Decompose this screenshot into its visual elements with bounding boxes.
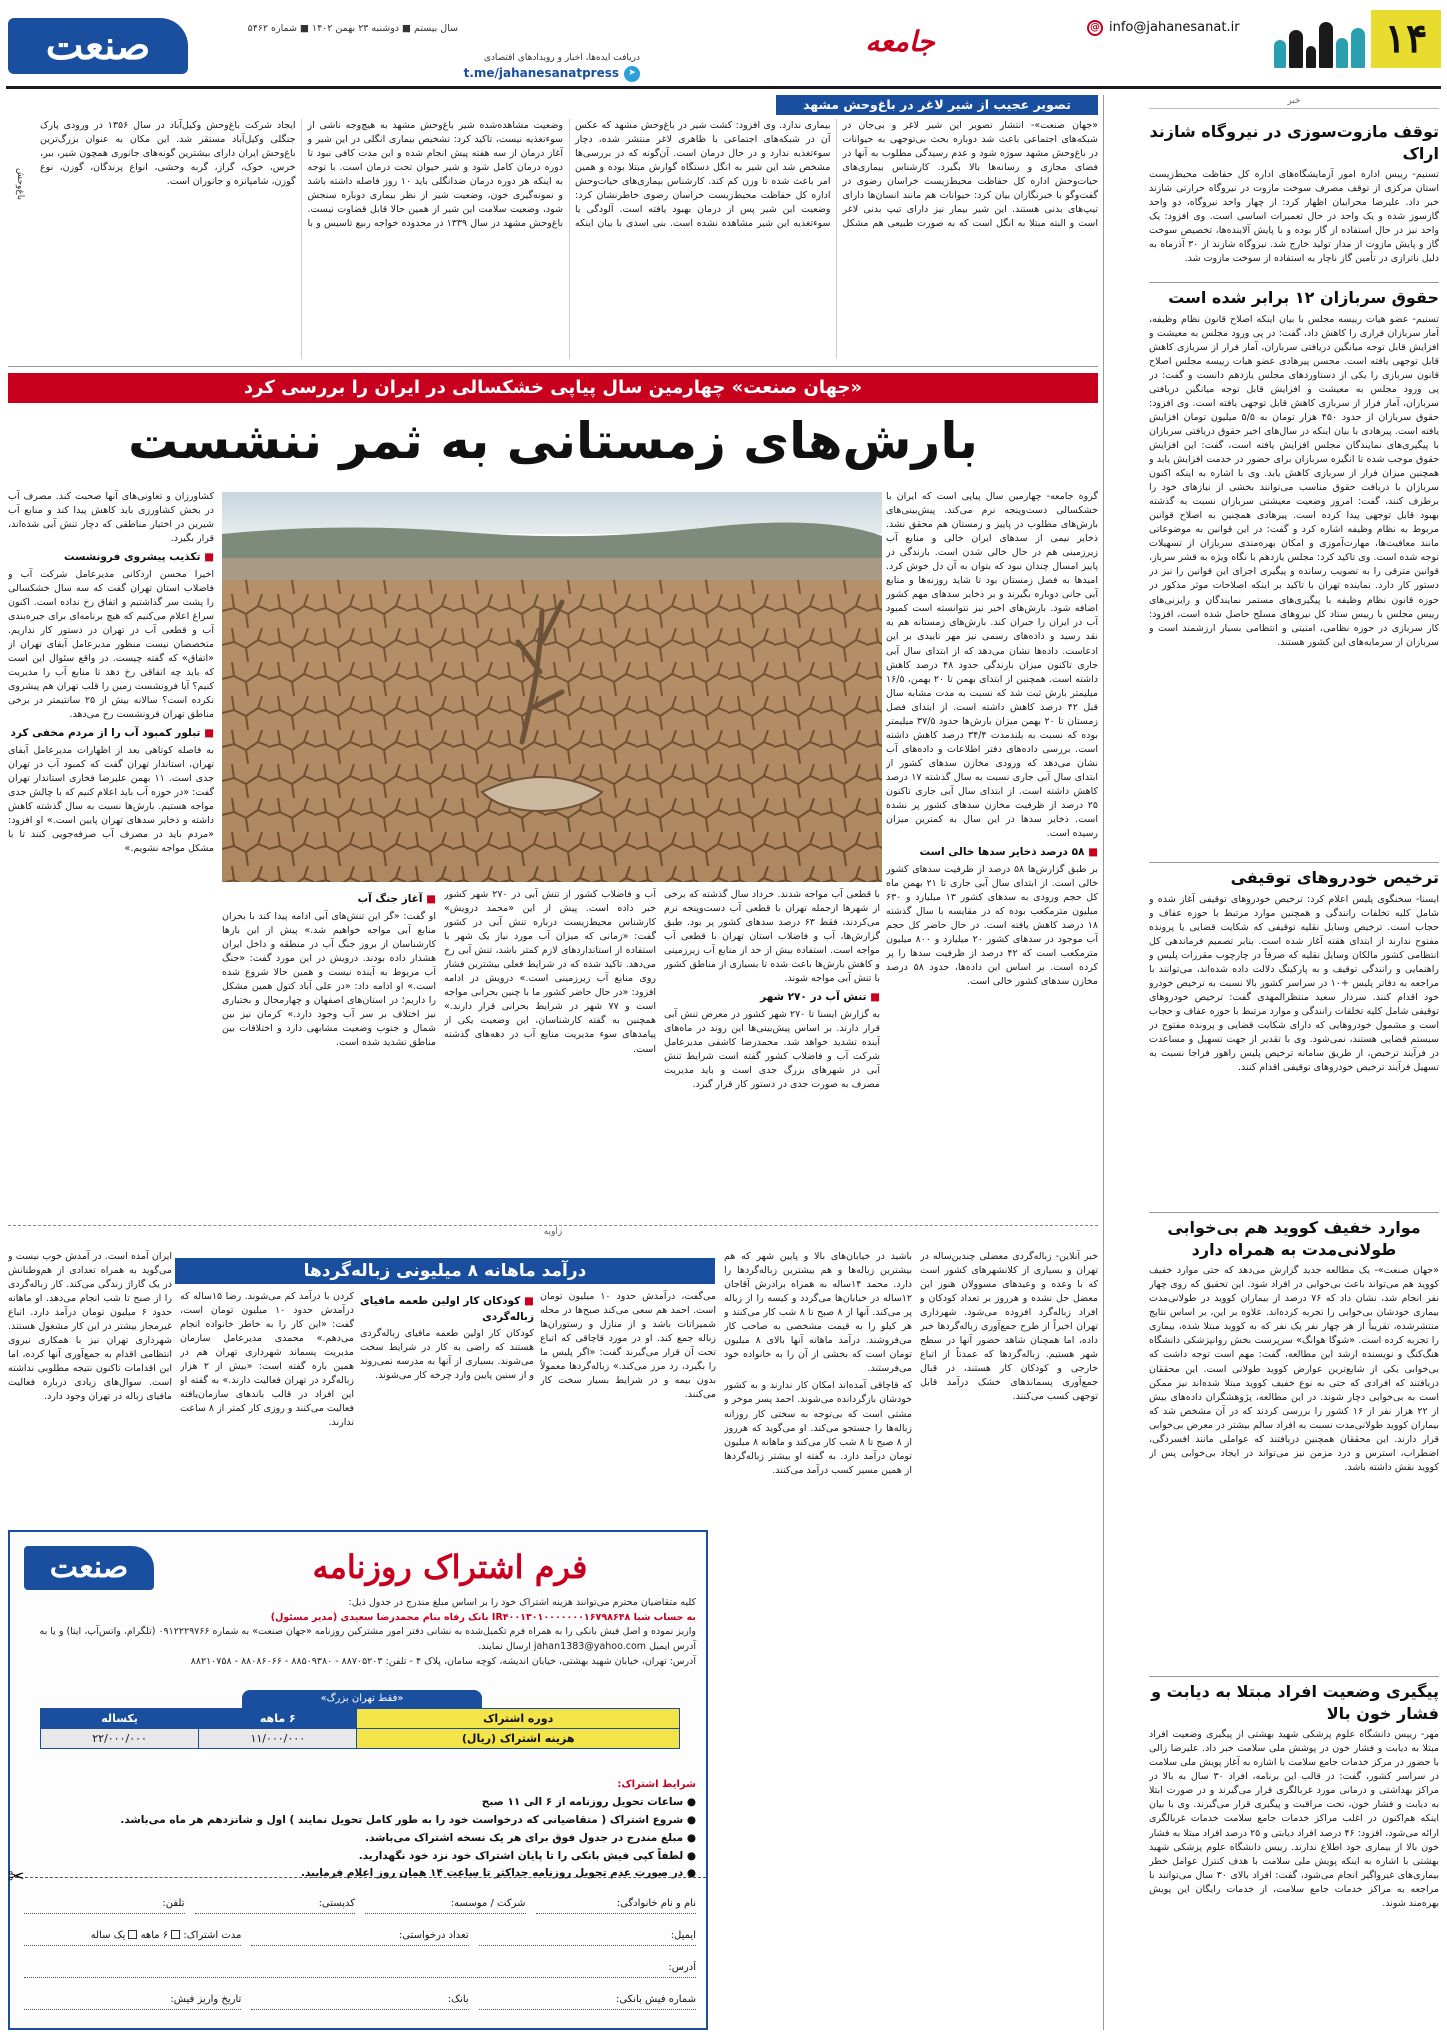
briefs-tag: خبر [1149, 95, 1439, 109]
brief-item [1149, 115, 1439, 306]
brief-body: مهر- رییس دانشگاه علوم پزشکی شهید بهشتی از پیگیری وضعیت افراد مبتلا به دیابت و فشار خون در پوشش ملی سلامت خبر داد. علیرضا زالی با حضور در مرکز خدمات جامع سلامت با اشاره به آغاز پویش ملی سلامت در سراسر کشور، گفت: در قالب این برنامه، افراد ۳۰ سال به بالا در مراکز بهداشتی و درمانی مورد غربالگری قرار می‌گیرند و در صورت ابتلا به دیابت و فشار خون، تحت مراقبت و پیگیری قرار می‌گیرند. وی با بیان اینکه هم‌اکنون در اغلب مراکز خدمات جامع سلامت خدمات غربالگری ارائه می‌شود، افزود: ۴۶ درصد افراد دیابتی و ۲۵ درصد افراد مبتلا به فشار خون بالا از بیماری خود اطلاع ندارند. رییس دانشگاه علوم پزشکی شهید بهشتی با اشاره به اینکه پویش ملی سلامت با هدف کنترل عوامل خطر بیماری‌های غیرواگیر انجام می‌شود، گفت: افراد بالای ۳۰ سال می‌توانند با مراجعه به مراکز خدمات جامع سلامت، از خدمات رایگان این پویش بهره‌مند شوند. [1149, 1729, 1439, 1909]
main-kicker: «جهان صنعت» چهارمین سال پیاپی خشکسالی در ایران را بررسی کرد [8, 373, 1098, 403]
main-col-right [886, 490, 1098, 1220]
subhead: ■ کودکان کار اولین طعمه مافیای زباله‌گردی [360, 1295, 534, 1323]
form-row [24, 1924, 696, 1946]
brief-title: پیگیری وضعیت افراد مبتلا به دیابت و فشار خون بالا [1151, 1682, 1439, 1723]
main-col-left [8, 490, 214, 1220]
top-story [40, 95, 1098, 363]
paragraph: کردن با درآمد کم می‌شوند. رضا ۱۵ساله که درآمدش حدود ۱۰ میلیون تومان است، گفت: «این کار را به خاطر خانواده انجام می‌دهم.» محمدی مدیرعامل سازمان مدیریت پسماند شهرداری تهران هم در همین باره گفته است: «بیش از ۲ هزار زباله‌گرد در تهران فعالیت دارند.» به گفته او این افراد در قالب باندهای سازمان‌یافته فعالیت می‌کنند و روزی کار کمتر از ۸ ساعت ندارند. [180, 1291, 354, 1429]
waste-col-m2 [360, 1290, 534, 1522]
page-number: ۱۴ [1371, 10, 1441, 68]
phone-field[interactable]: تلفن: [24, 1897, 185, 1915]
price-table [40, 1708, 680, 1749]
one-year-checkbox[interactable] [128, 1930, 137, 1939]
brief-body: تسنیم- عضو هیات رییسه مجلس با بیان اینکه اصلاح قانون نظام وظیفه، آمار سربازان فراری را کاهش داد، گفت: در پی ورود مجلس به معیشت و افزایش قابل توجه میانگین دریافتی سربازان، آمار فرار از سربازی کاهش قابل توجهی یافته است. محسن پیرهادی عضو هیات رییسه مجلس اصلاح قانون سربازی را یکی از دستاوردهای مجلس یازدهم دانست و گفت: در پی ورود مجلس به معیشت و افزایش قابل توجه میانگین دریافتی سربازان، آمار فرار از سربازی کاهش قابل توجهی یافته است. وی افزود: حقوق سربازان از حدود ۴۵۰ هزار تومان به ۵/۵ میلیون تومان افزایش یافته است. پیرهادی با بیان اینکه در سال‌های اخیر حقوق دریافتی سربازان با پیگیری‌های نمایندگان مجلس افزایش یافته است، گفت: این افزایش حقوق موجب شده تا انگیزه سربازان برای حضور در خدمت افزایش یابد و همچنین میزان فرار از سربازی کاهش یابد. وی با اشاره به اینکه اکنون سربازان با دریافت حقوق مناسب می‌توانند بخشی از نیازهای خود را برطرف کنند، گفت: امروز وضعیت معیشتی سربازان نسبت به گذشته بهبود قابل توجهی پیدا کرده است. پیرهادی همچنین به اصلاح قوانین مربوط به نظام وظیفه اشاره کرد و گفت: در این قوانین به موضوعاتی مانند معافیت‌ها، مهارت‌آموزی و امکان بهره‌مندی سربازان از تسهیلات توجه شده است. وی تاکید کرد: مجلس یازدهم با نگاه ویژه به قشر سرباز، قوانین مترقی را به تصویب رسانده و پیگیری اجرای این قوانین را نیز در دستور کار دارد. نماینده تهران با تاکید بر اینکه اصلاحات موثر مذکور در حوزه قانون نظام وظیفه با پیگیری‌های مستمر نمایندگان و رایزنی‌های رییس مجلس با رییس ستاد کل نیروهای مسلح حاصل شده است، افزود: کار سربازی در حوزه نظامی، امنیتی و انتظامی بسیار ارزشمند است و سربازان از سرمایه‌های این کشور هستند. [1149, 313, 1439, 648]
paragraph: باشید در خیابان‌های بالا و پایین شهر که هم بیشترین زباله‌ها و هم بیشترین زباله‌گردها را دارد. محمد ۱۴ساله به همراه برادرش آقاجان ۱۲ساله در خیابان‌ها می‌گردد و کیسه را از زباله پر می‌کند. آنها از ۸ صبح تا ۸ شب کار می‌کنند و هر کیلو را به قیمت مشخصی به صاحب کار می‌فروشند. درآمد ماهانه آنها بالای ۸ میلیون تومان است که بخشی از آن را به خانواده خود می‌فرستند. [724, 1251, 912, 1375]
brief-body: ایسنا- سخنگوی پلیس اعلام کرد: ترخیص خودروهای توقیفی آغاز شده و شامل کلیه تخلفات رانندگی و همچنین موارد مرتبط با حوزه عفاف و حجاب است. ترخیص وسایل نقلیه توقیفی که شکایت قضایی یا پرونده مفتوح ندارند از ابتدای هفته آغاز شده است. بنابر تصمیم فرماندهی کل انتظامی کشور مالکان وسایل نقلیه که صرفاً در چارچوب مقررات پلیس و راهنمایی و رانندگی توقیف و به پارکینگ دلالت داده شده‌اند، می‌توانند با مراجعه به دفاتر پلیس +۱۰ در سراسر کشور بالا نسبت به ترخیص خودرو خود اقدام کنند. سردار سعید منتظرالمهدی گفت: ترخیص خودروهای توقیفی شامل کلیه تخلفات رانندگی و موارد مرتبط با حوزه عفاف و حجاب است و مشمول خودروهایی که دارای شکایت قضایی و پرونده مفتوح در سیستم قضایی هستند، نمی‌شود. وی با تقدیر از جهت تسهیل و مساعدت در فرآیند ترخیص، از طریق سامانه ترخیص پلیس راهور فراجا نسبت به تسهیل فرآیند ترخیص خودروهای توقیفی اقدام کنند. [1149, 893, 1439, 1074]
paragraph: بر طبق گزارش‌ها ۵۸ درصد از ظرفیت سدهای کشور خالی است. از ابتدای سال آبی جاری تا ۲۱ بهمن ماه کل حجم ورودی به سدهای کشور ۱۳ میلیارد و ۶۳۰ میلیون مترمکعب بوده که در مقایسه با سال گذشته ۱۸ درصد کاهش یافته است. در حال حاضر کل حجم آب موجود در سدهای کشور ۲۰ میلیارد و ۸۰۰ میلیون مترمکعب است که ۴۲ درصد از ظرفیت سدها را پر کرده است. بر اساس این داده‌ها، حدود ۵۸ درصد مخازن سدهای کشور خالی است. [886, 863, 1098, 988]
header-divider [6, 86, 1441, 89]
company-field[interactable]: شرکت / موسسه: [365, 1897, 526, 1915]
at-icon: @ [1087, 20, 1103, 36]
email-field[interactable]: ایمیل: [479, 1929, 696, 1947]
period-field[interactable]: مدت اشتراک: ۶ ماهه یک ساله [24, 1929, 241, 1947]
waste-col-m1 [540, 1290, 716, 1522]
waste-story-headline: درآمد ماهانه ۸ میلیونی زباله‌گردها [175, 1258, 715, 1284]
receipt-number-field[interactable]: شماره فیش بانکی: [479, 1993, 696, 2011]
form-title: فرم اشتراک روزنامه [312, 1548, 588, 1586]
deposit-date-field[interactable]: تاریخ واریز فیش: [24, 1993, 241, 2011]
paragraph: کودکان کار اولین طعمه مافیای زباله‌گردی هستند که راضی به کار در شرایط سخت می‌شوند. بسیاری از آنها به مدرسه نمی‌روند و از سنین پایین وارد چرخه کار می‌شوند. [360, 1328, 534, 1382]
masthead [0, 0, 1447, 88]
bank-account: به حساب شبا IR۴۰۰۱۳۰۱۰۰۰۰۰۰۰۱۶۷۹۸۶۴۸ بانک رفاه بنام محمدرضا سعیدی (مدیر مسئول) [270, 1611, 696, 1623]
waste-col-r2 [724, 1250, 912, 2025]
paragraph: می‌گفت، درآمدش حدود ۱۰ میلیون تومان است. احمد هم سعی می‌کند صبح‌ها در محله شمیرانات باشد و از منازل و رستوران‌ها زباله جمع کند. او در مورد قاچاقی که اتباع تحت آن قرار می‌گیرند گفت: «اگر پلیس ما را بگیرد، رد مرز می‌کند.» زباله‌گردها معمولاً بدون بیمه و در شرایط بسیار سخت کار می‌کنند. [540, 1291, 716, 1401]
paragraph: آب و فاضلاب کشور از تنش آبی در ۲۷۰ شهر کشور خبر داده است. پیش از این «محمد درویش» کارشناس محیط‌زیست درباره تنش آبی در کشور گفت: «زمانی که میزان آب مورد نیاز یک شهر با استفاده از استانداردهای لازم کمتر باشد، تنش آبی رخ می‌دهد. تاکید شده که در شرایط فعلی بیشترین فشار روی منابع آب زیرزمینی است.» درویش در ادامه افزود: «در حال حاضر کشور ما با چنین بحرانی مواجه است و ۷۷ شهر در شرایط بحرانی قرار دارند.» همچنین به گفته کارشناسان، این وضعیت یکی از پیامدهای سوء مدیریت منابع آب در دهه‌های گذشته است. [444, 889, 656, 1055]
column-divider [1103, 95, 1104, 2030]
brief-body: «جهان صنعت»- یک مطالعه جدید گزارش می‌دهد که حتی موارد خفیف کووید هم می‌تواند باعث بی‌خوابی در افراد شود. این تحقیق که روی چهار نفر انجام شد، نشان داد که ۷۶ درصد از بیماران کووید در طولانی‌مدت بیماری خودشان بی‌خوابی را تجربه کرده‌اند. علاوه بر این، بر اساس نتایج منتشرشده، تقریباً از هر چهار نفر یک نفر که به کووید مبتلا شده، بیماری را تجربه کرده است. «شوگا هوانگ» سرپرست بخش روانپزشکی دانشگاه هنگ‌کنگ و نویسنده ارشد این مطالعه، گفت: مهم است توجه داشت که بی‌خوابی یکی از شایع‌ترین عوارض کووید طولانی است. این محققان دریافتند که افرادی که حتی به نوع خفیف کووید مبتلا شده‌اند نیز ممکن است به بی‌خوابی دچار شوند. در این مطالعه، پژوهشگران داده‌های بیش از ۲۲ هزار نفر از ۱۶ کشور را بررسی کردند که در آن مشخص شد که بیماران کووید طولانی‌مدت نسبت به افراد سالم بیشتر در معرض بی‌خوابی قرار دارند. این محققان همچنین دریافتند که عواملی مانند افسردگی، اضطراب، استرس و درد مزمن نیز می‌تواند در ایجاد بی‌خوابی پس از کووید نقش داشته باشد. [1149, 1265, 1439, 1473]
email-address[interactable]: info@jahanesanat.ir [1109, 19, 1240, 35]
subhead: ■ تبلور کمبود آب را از مردم مخفی کرد [10, 727, 214, 740]
conditions-title: شرایط اشتراک: [617, 1779, 696, 1790]
form-description: کلیه متقاضیان محترم می‌توانند هزینه اشتراک خود را بر اساس مبلغ مندرج در جدول ذیل: به حساب شبا IR۴۰۰۱۳۰۱۰۰۰۰۰۰۰۱۶۷۹۸۶۴۸ بانک رفاه بنام محمدرضا سعیدی (مدیر مسئول) واریز نموده و اصل فیش بانکی را به همراه فرم تکمیل‌شده به نشانی دفتر امور مشترکین روزنامه «جهان صنعت» به شماره ۰۹۱۲۲۲۹۷۶۶ (تلگرام، واتس‌آپ، ایتا) و یا به آدرس ایمیل jahan1383@yahoo.com ارسال نمایند. آدرس: تهران، خیابان شهید بهشتی، خیابان اندیشه، کوچه سامان، پلاک ۴ - تلفن: ۸۸۷۰۵۲۰۳ - ۸۸۵۰۹۳۸۰ - ۸۸۰۸۶۰۶۶ - ۸۸۲۱۰۷۵۸ [39, 1597, 696, 1667]
brief-body: تسنیم- رییس اداره امور آزمایشگاه‌های اداره کل حفاظت محیط‌زیست استان مرکزی از توقف مصرف سوخت مازوت در نیروگاه حرارتی شازند خبر داد. علیرضا محرابیان اظهار کرد: از چهار واحد نیروگاه، دو واحد گازسوز شده و یک واحد در حال تعمیرات اساسی است. وی افزود: یک واحد نیز در حال استفاده از گاز بوده و با پایش آلاینده‌ها، تخصیص سوخت گاز و پایش مازوت از مدار تولید خارج شد. نیروگاه شازند از ۳۰ آذرماه به دلیل ناترازی در تأمین گاز ناچار به استفاده از سوخت مازوت شد. [1149, 169, 1439, 265]
divider [8, 366, 1098, 367]
brief-title: حقوق سربازان ۱۲ برابر شده است [1168, 288, 1439, 307]
row-label-fee: هزینه اشتراک (ریال) [357, 1729, 680, 1749]
form-instructions: واریز نموده و اصل فیش بانکی را به همراه فرم تکمیل‌شده به نشانی دفتر امور مشترکین روزنامه «جهان صنعت» به شماره ۰۹۱۲۲۲۹۷۶۶ (تلگرام، واتس‌آپ، ایتا) و یا به آدرس ایمیل jahan1383@yahoo.com ارسال نمایند. [39, 1626, 696, 1653]
subhead: ■ آغاز جنگ آب [357, 893, 436, 905]
section-title: جامعه [865, 25, 935, 58]
cracked-earth-image [222, 492, 882, 882]
paragraph: با قطعی آب مواجه شدند. خرداد سال گذشته که برخی از شهرها ازجمله تهران با قطعی آب دست‌وپنجه نرم می‌کردند، فقط ۶۳ درصد سدهای کشور پر بود. طبق گزارش‌ها، آب و فاضلاب استان تهران با قطعی آب مواجه است. استفاده بیش از حد از منابع آب زیرزمینی و کاهش بارش‌ها باعث شده تا بسیاری از مناطق کشور با تنش آبی مواجه شوند. [664, 889, 880, 985]
paragraph: او گفت: «گر این تنش‌های آبی ادامه پیدا کند با بحران منابع آبی مواجه خواهیم شد.» پیش از این بارها کارشناسان از بروز جنگ آب در منطقه و داخل ایران هشدار داده بودند. درویش در این مورد گفت: «جنگ آب مربوط به آینده نیست و همین حالا شروع شده است.» او ادامه داد: «در علی آباد کتول همین مشکل را داریم؛ در استان‌های اصفهان و چهارمحال و بختیاری نیز اختلاف بر سر آب وجود دارد.» کرمان نیز بین شمال و جنوب وضعیت مشابهی دارد و اختلافات بین مناطق تشدید شده است. [222, 910, 436, 1048]
main-col-mid1 [664, 888, 880, 1218]
subhead: ■ ۵۸ درصد ذخایر سدها خالی است [919, 846, 1098, 859]
six-month-checkbox[interactable] [171, 1930, 180, 1939]
condition-item: ● در صورت عدم تحویل روزنامه حداکثر تا ساعت ۱۴ همان روز اعلام فرمایید. [300, 1867, 696, 1880]
form-row [24, 1988, 696, 2010]
paragraph: ایران آمده است. در آمدش خوب نیست و می‌گوید به همراه تعدادی از هم‌وطنانش در یک گاراژ زندگی می‌کند. کار زباله‌گردی را از صبح تا شب انجام می‌دهد. او ماهانه حدود ۶ میلیون تومان درآمد دارد. اتباع غیرمجاز بیشتر در این کار مشغول هستند. شهرداری تهران نیز با همکاری نیروی انتظامی اقدام به جمع‌آوری آنها کرده، اما این اقدامات تاکنون نتیجه مطلوبی نداشته است. سوال‌های زیادی درباره فعالیت مافیای زباله در تهران وجود دارد. [8, 1251, 172, 1403]
price-table-caption: «فقط تهران بزرگ» [242, 1690, 482, 1708]
condition-item: ● مبلغ مندرج در جدول فوق برای هر یک نسخه اشتراک می‌باشد. [365, 1831, 696, 1844]
telegram-link-row[interactable] [420, 65, 640, 82]
telegram-promo[interactable] [420, 52, 640, 82]
copies-field[interactable]: تعداد درخواستی: [251, 1929, 468, 1947]
form-logo: صنعت [24, 1546, 154, 1590]
brief-item [1149, 1211, 1439, 1674]
price-six-month: ۱۱/۰۰۰/۰۰۰ [199, 1729, 357, 1749]
paragraph: به گزارش ایسنا تا ۲۷۰ شهر کشور در معرض تنش آبی قرار دارند. بر اساس پیش‌بینی‌ها این روند در ماه‌های آینده تشدید خواهد شد. محمدرضا کاشفی مدیرعامل شرکت آب و فاضلاب کشور گفته است شرایط تنش آبی در شهرهای بزرگ جدی است و باید مدیریت مصرف به صورت جدی در دستور کار قرار گیرد. [664, 1008, 880, 1091]
section-divider: زاویه [8, 1225, 1098, 1239]
brief-title: موارد خفیف کووید هم بی‌خوابی طولانی‌مدت به همراه دارد [1167, 1218, 1421, 1259]
newspaper-logo: صنعت [8, 18, 188, 74]
name-field[interactable]: نام و نام خانوادگی: [536, 1897, 697, 1915]
form-row [24, 1956, 696, 1978]
paragraph: اخیرا محسن اردکانی مدیرعامل شرکت آب و فاضلاب استان تهران گفت که سه سال خشکسالی را پشت سر گذاشتیم و اتفاق رخ نداده است. اکنون سراغ اعلام می‌کنیم که هیچ برنامه‌ای برای جیره‌بندی آب و قطعی آب در تهران در دستور کار نداریم. متخصصان نیست منظور مدیرعامل آبفای تهران از «اتفاق» که گفته چیست. در واقع سئوال این است که باید چه اتفاقی رخ دهد تا منابع آب را مدیریت کنیم؟ آیا فرونشست زمین را قلب تهران هم پیشروی نکرده است؟ سالانه بیش از ۲۵ سانتیمتر در برخی مناطق تهران فرونشست رخ می‌دهد. [8, 568, 214, 721]
scissors-icon: ✂ [8, 1864, 25, 1888]
brief-item [1149, 861, 1439, 1211]
paragraph: به فاصله کوتاهی بعد از اظهارات مدیرعامل آبفای تهران، استاندار تهران گفت که کمبود آب در تهران جدی است. ۱۱ بهمن علیرضا فخاری استاندار تهران گفت: «در حوزه آب باید اعلام کنیم که با چالش جدی مواجه هستیم. بارش‌ها نسبت به سال گذشته کاهش داشته و ذخایر سدهای تهران پایین است.» او افزود: «مردم باید در مصرف آب صرفه‌جویی کنند تا با مشکل مواجه نشویم.» [8, 744, 214, 855]
issue-info: سال بیستم ■ دوشنبه ۲۳ بهمن ۱۴۰۲ ■ شماره ۵۴۶۲ [247, 23, 458, 34]
form-row [24, 1892, 696, 1914]
row-label-period: دوره اشتراک [357, 1709, 680, 1729]
waste-col-r1 [920, 1250, 1098, 2025]
paragraph: کشاورزان و تعاونی‌های آنها صحبت کند. مصرف آب در بخش کشاورزی باید کاهش پیدا کند و منابع آب شیرین در اختیار مناطقی که دچار تنش آبی شده‌اند، قرار بگیرد. [8, 491, 214, 545]
condition-item: ● ساعات تحویل روزنامه از ۶ الی ۱۱ صبح [481, 1796, 696, 1808]
brief-item [1149, 281, 1439, 853]
main-col-mid3 [222, 888, 436, 1218]
paragraph: خبر آنلاین- زباله‌گردی معضلی چندین‌ساله در تهران و بسیاری از کلانشهرهای کشور است که با وعده و وعیدهای مسوولان هنوز این معضل حل نشده و هرروز بر تعداد کودکان و افراد زباله‌گرد افزوده می‌شود. شهرداری تهران اخیراً از طرح جمع‌آوری زباله‌گردها خبر داده، اما همچنان شاهد حضور آنها در سطح شهر هستیم. زباله‌گردها که عمدتاً از اتباع خارجی و کودکان کار هستند، در قبال جمع‌آوری پسماندهای خشک درآمد قابل توجهی کسب می‌کنند. [920, 1251, 1098, 1403]
brief-title: ترخیص خودروهای توقیفی [1230, 868, 1439, 887]
subscription-form [8, 1530, 708, 2030]
subhead: ■ تکذیب پیشروی فرونشست [63, 551, 214, 564]
condition-item: ● شروع اشتراک ( متقاضیانی که درخواست خود را به طور کامل تحویل نمایند ) اول و شانزدهم هر ماه می‌باشد. [120, 1813, 696, 1826]
conditions-list [24, 1794, 696, 1883]
family-icon [1255, 12, 1365, 68]
telegram-link[interactable]: t.me/jahanesanatpress [463, 66, 619, 81]
email-contact[interactable] [1087, 18, 1257, 38]
main-col-mid2 [444, 888, 656, 1218]
waste-col-m3 [180, 1290, 354, 1522]
price-one-year: ۲۲/۰۰۰/۰۰۰ [41, 1729, 199, 1749]
news-briefs-column [1149, 95, 1439, 2030]
col-one-year: یکساله [41, 1709, 199, 1729]
brief-item [1149, 1675, 1439, 2037]
side-tag: باغ‌وحش [15, 167, 25, 200]
cut-line [10, 1877, 706, 1878]
brief-title: توقف مازوت‌سوزی در نیروگاه شازند اراک [1149, 122, 1439, 163]
paragraph: گروه جامعه- چهارمین سال پیاپی است که ایران با خشکسالی دست‌وپنجه نرم می‌کند. پیش‌بینی‌های بارش‌های مطلوب در پاییز و زمستان هم محقق نشد. ذخایر نیمی از سدهای ایران خالی و منابع آب زیرزمینی هم در حال خالی شدن است. بارندگی در پاییز امسال چندان نبود که بتوان به آن دل خوش کرد. امیدها به فصل زمستان بود تا شاید روزنه‌ها و منابع آبی جانی دوباره بگیرند و بر ذخایر سدهای مهم کشور اضافه شود. بارش‌های اخیر نیز نتوانسته است کمبود آب در ایران را جبران کند. بارش‌های زمستانه هم به نقد رسید و داده‌های رسمی نیز مهر تاییدی بر این ادعاست. داده‌ها نشان می‌دهد که از ابتدای سال آبی جاری تاکنون میزان بارندگی حدود ۴۸ درصد کاهش داشته است. همچنین از ابتدای بهمن تا ۲۰ بهمن، ۱۶/۵ میلیمتر بارش ثبت شد که نسبت به مدت مشابه سال قبل ۴۲ درصد کاهش داشته است. از ابتدای فصل زمستان تا ۲۰ بهمن میزان بارش‌ها حدود ۳۷/۵ میلیمتر بوده که نسبت به بلندمدت ۳۴/۴ درصد کاهش داشته است. بررسی داده‌های دفتر اطلاعات و داده‌های آب نشان می‌دهد که ورودی مخازن سدهای کشور از ابتدای سال آبی جاری نسبت به سال گذشته ۱۷ درصد کاهش داشته است. از ابتدای سال آبی جاری تاکنون ۲۵ درصد از ظرفیت مخازن سدهای کشور پر نشده است. ذخایر سدها در این سال به کمترین میزان رسیده است. [886, 491, 1098, 840]
address-field[interactable]: آدرس: [24, 1961, 696, 1979]
telegram-label: دریافت ایده‌ها، اخبار و رویدادهای اقتصادی [483, 53, 640, 63]
form-address: آدرس: تهران، خیابان شهید بهشتی، خیابان اندیشه، کوچه سامان، پلاک ۴ - تلفن: ۸۸۷۰۵۲۰۳ - ۸۸۵۰۹۳۸۰ - ۸۸۰۸۶۰۶۶ - ۸۸۲۱۰۷۵۸ [190, 1655, 696, 1667]
main-headline: بارش‌های زمستانی به ثمر ننشست [128, 412, 978, 470]
condition-item: ● لطفاً کپی فیش بانکی را تا پایان اشتراک خود نزد خود نگهدارید. [358, 1849, 696, 1862]
telegram-icon: ➤ [624, 66, 640, 82]
col-six-month: ۶ ماهه [199, 1709, 357, 1729]
postal-code-field[interactable]: کدپستی: [195, 1897, 356, 1915]
paragraph: که قاچاقی آمده‌اند امکان کار ندارند و به کشور خودشان بازگردانده می‌شوند. احمد پسر موخر و مشتی است که بی‌توجه به سختی کار روزانه زباله‌ها را جستجو می‌کند. او می‌گوید که هرروز از ۸ صبح تا ۸ شب کار می‌کند و ماهانه ۸ میلیون تومان درآمد دارد. به گفته او بیشتر زباله‌گردها از همین مسیر کسب درآمد می‌کنند. [724, 1380, 912, 1476]
top-story-body: «جهان صنعت»- انتشار تصویر این شیر لاغر و بی‌جان در شبکه‌های اجتماعی باعث شد دوباره بحث بی‌توجهی به حیوانات در باغ‌وحش مشهد سوژه شود و عدم رسیدگی مطلوب به آنها در فضای مجازی و رسانه‌ها بالا بگیرد. کارشناس بیماری‌های حیات‌وحش اداره کل حفاظت محیط‌زیست خراسان رضوی در گفت‌وگو با خبرنگاران بیان کرد: حیوانات هم مانند انسان‌ها دارای تیپ‌های بدنی هستند. این شیر بیمار نیز دارای تیپ بدنی لاغر است و البته مبتلا به انگل است که به صورت طبیعی هم مشکل بیماری ندارد. وی افزود: کشت شیر در باغ‌وحش مشهد که عکس آن در شبکه‌های اجتماعی با ظاهری لاغر منتشر شده، دچار سوءتغذیه ندارد و در حال درمان است. آن‌گونه که در بررسی‌ها مشخص شد این شیر به انگل دستگاه گوارش مبتلا بوده و همین امر باعث شده تا وزن کم کند. کارشناس بیماری‌های حیات‌وحش اداره کل حفاظت محیط‌زیست خراسان رضوی خاطرنشان کرد: وضعیت این شیر پس از درمان بهبود یافته است. آلودگی یا سوءتغذیه این شیر مشاهده نشده است. بنی اسدی با بیان اینکه وضعیت مشاهده‌شده شیر باغ‌وحش مشهد به هیچ‌وجه ناشی از سوءتغذیه نیست، تاکید کرد: تشخیص بیماری انگلی در این شیر و آغاز درمان از سه هفته پیش انجام شده و این مدت کافی نبود تا دوره درمان کامل شود و شیر حیوان تحت درمان است. با توجه به اینکه هر دوره درمان ضدانگلی باید ۱۰ روز فاصله داشته باشد و نمونه‌گیری خون، وضعیت شیر از نظر بیماری دوباره سنجش شود، وضعیت سلامت این شیر از همین حالا قابل قضاوت نیست. باغ‌وحش مشهد در سال ۱۳۳۹ در محدوده خواجه ربیع تاسیس و با ایجاد شرکت باغ‌وحش وکیل‌آباد در سال ۱۳۵۶ در ورودی پارک جنگلی وکیل‌آباد مستقر شد. این مکان به عنوان بزرگ‌ترین باغ‌وحش ایران دارای بیشترین گونه‌های جانوری همچون شیر، ببر، خرس، خوک، گراز، گربه وحشی، انواع پرندگان، گوزن، نوع گوزن، شامپانزه و جانوران است. [40, 120, 1098, 230]
top-story-kicker: تصویر عجیب از شیر لاغر در باغ‌وحش مشهد [776, 95, 1098, 115]
subhead: ■ تنش آب در ۲۷۰ شهر [760, 991, 880, 1004]
waste-col-l1 [8, 1250, 172, 1522]
drought-photo [222, 492, 882, 882]
bank-field[interactable]: بانک: [251, 1993, 468, 2011]
